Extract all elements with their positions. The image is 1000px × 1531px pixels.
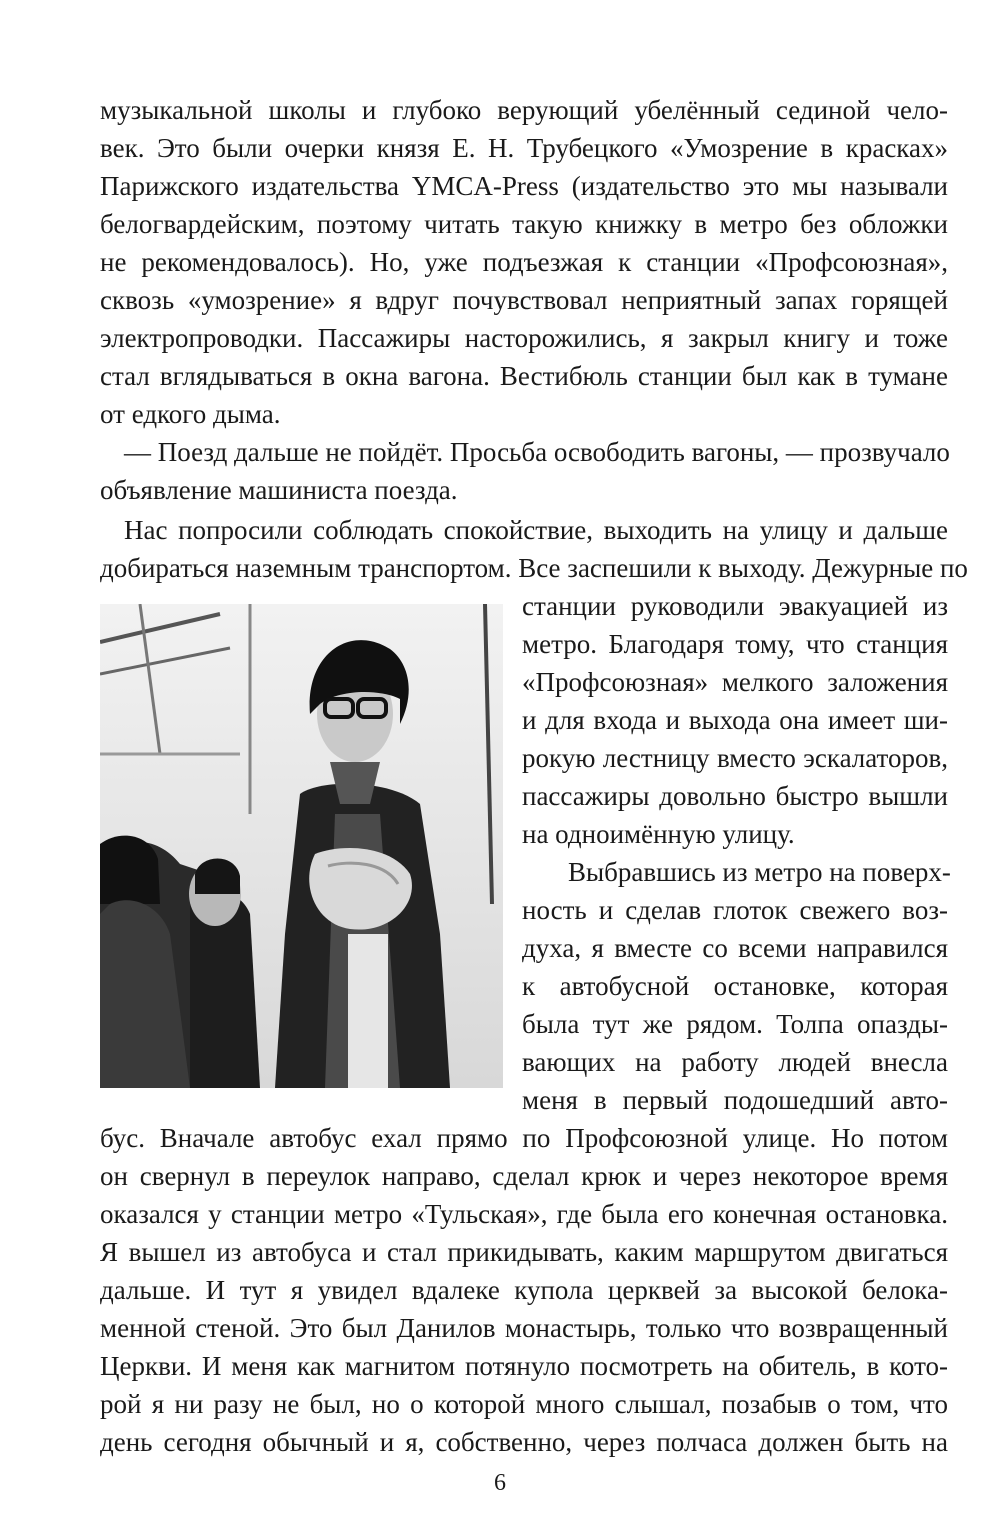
text-line: бус. Вначале автобус ехал прямо по Профсоюзной улице. Но потом — [100, 1123, 948, 1153]
text-line: — Поезд дальше не пойдёт. Просьба освободить вагоны, — прозвучало — [124, 437, 950, 467]
text-line: была тут же рядом. Толпа опазды- — [522, 1009, 948, 1039]
text-line: «Профсоюзная» мелкого заложения — [522, 667, 948, 697]
text-line: стал вглядываться в окна вагона. Вестибюль станции был как в тумане — [100, 361, 948, 391]
text-line: Нас попросили соблюдать спокойствие, выходить на улицу и дальше — [124, 515, 948, 545]
text-line: пассажиры довольно быстро вышли — [522, 781, 948, 811]
text-line: электропроводки. Пассажиры насторожились, я закрыл книгу и тоже — [100, 323, 948, 353]
photo-passenger-reading — [100, 604, 503, 1088]
text-line: меня в первый подошедший авто- — [522, 1085, 948, 1115]
text-line: духа, я вместе со всеми направился — [522, 933, 948, 963]
text-line: добираться наземным транспортом. Все заспешили к выходу. Дежурные по — [100, 553, 968, 583]
text-line: музыкальной школы и глубоко верующий убелённый сединой чело- — [100, 95, 948, 125]
text-line: дальше. И тут я увидел вдалеке купола церквей за высокой белока- — [100, 1275, 948, 1305]
text-line: от едкого дыма. — [100, 399, 281, 429]
text-line: белогвардейским, поэтому читать такую книжку в метро без обложки — [100, 209, 948, 239]
text-line: не рекомендовалось). Но, уже подъезжая к станции «Профсоюзная», — [100, 247, 948, 277]
text-line: Выбравшись из метро на поверх- — [568, 857, 951, 887]
text-line: рокую лестницу вместо эскалаторов, — [522, 743, 948, 773]
text-line: объявление машиниста поезда. — [100, 475, 458, 505]
text-line: и для входа и выхода она имеет ши- — [522, 705, 948, 735]
text-line: ность и сделав глоток свежего воз- — [522, 895, 948, 925]
page-number: 6 — [494, 1470, 506, 1496]
text-line: он свернул в переулок направо, сделал крюк и через некоторое время — [100, 1161, 948, 1191]
text-line: день сегодня обычный и я, собственно, через полчаса должен быть на — [100, 1427, 948, 1457]
text-line: к автобусной остановке, которая — [522, 971, 948, 1001]
text-line: станции руководили эвакуацией из — [522, 591, 948, 621]
text-line: вающих на работу людей внесла — [522, 1047, 948, 1077]
text-line: Парижского издательства YMCA-Press (издательство это мы называли — [100, 171, 948, 201]
text-line: оказался у станции метро «Тульская», где была его конечная остановка. — [100, 1199, 948, 1229]
text-line: рой я ни разу не был, но о которой много слышал, позабыв о том, что — [100, 1389, 948, 1419]
text-line: сквозь «умозрение» я вдруг почувствовал неприятный запах горящей — [100, 285, 948, 315]
text-line: метро. Благодаря тому, что станция — [522, 629, 948, 659]
text-line: Я вышел из автобуса и стал прикидывать, каким маршрутом двигаться — [100, 1237, 948, 1267]
text-line: Церкви. И меня как магнитом потянуло посмотреть на обитель, в кото- — [100, 1351, 948, 1381]
text-line: век. Это были очерки князя Е. Н. Трубецкого «Умозрение в красках» — [100, 133, 948, 163]
text-line: менной стеной. Это был Данилов монастырь, только что возвращенный — [100, 1313, 948, 1343]
text-line: на одноимённую улицу. — [522, 819, 795, 849]
